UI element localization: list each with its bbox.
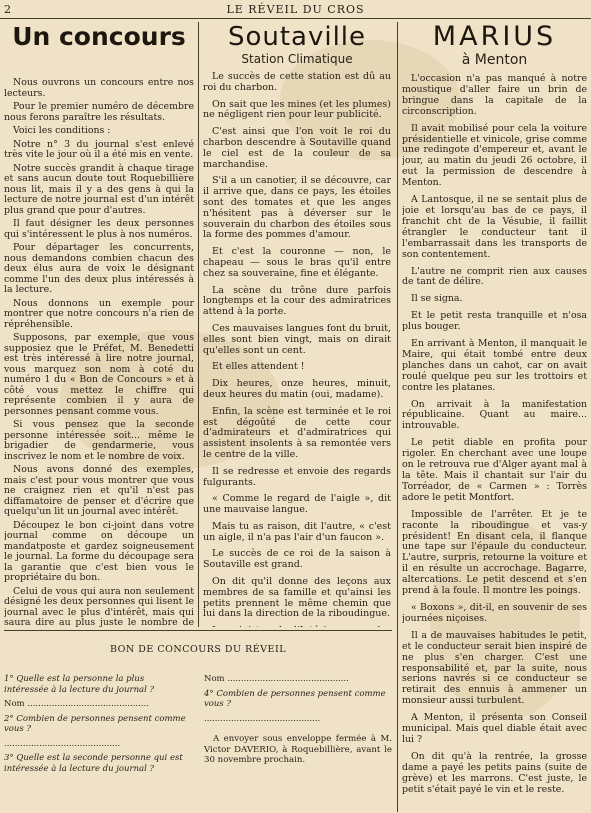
article-un-concours — [4, 22, 194, 627]
paragraph: Notre n° 3 du journal s'est enlevé très vite le jour où il a été mis en vente. — [4, 138, 194, 160]
coupon-name-blank[interactable]: Nom ............................................. — [4, 699, 149, 709]
paragraph: Impossible de l'arrêter. Et je te raconte la riboudingue et vas-y président! En disant cela, il flanque une tape sur l'épaule du conducteur. L'autre, surpris, retourne la voiture et il en résulte un accrochage. Bagarre, altercations. Le petit descend et s'en prend à la foule. Il montre les poings. — [402, 508, 587, 597]
paragraph: Nous ouvrons un concours entre nos lecteurs. — [4, 77, 194, 99]
coupon-question: 2° Combien de personnes pensent comme vous ? — [4, 713, 186, 734]
paragraph: Dix heures, onze heures, minuit, deux heures du matin (oui, madame). — [203, 378, 391, 400]
paragraph: On sait que les mines (et les plumes) ne négligent rien pour leur publicité. — [203, 98, 391, 121]
article-soutaville — [203, 22, 391, 627]
paragraph: Et c'est la couronne — non, le chapeau — sous le bras qu'il entre chez sa souveraine, fine et élégante. — [203, 246, 391, 279]
coupon-count-blank[interactable]: ........................................... — [204, 713, 321, 724]
paragraph: Le petit diable en profita pour rigoler. En cherchant avec une loupe on le retrouva rue d'Alger ayant mal à la tête. Mais il chantait sur l'air du Torréador, de « Carmen » : Torrès adore le petit Montfort. — [402, 437, 587, 503]
paragraph: L'occasion n'a pas manqué à notre moustique d'aller faire un brin de bringue dans la capitale de la circonscription. — [402, 73, 587, 117]
paragraph: Le succès de cette station est dû au roi du charbon. — [203, 71, 391, 93]
paragraph: Nous avons donné des exemples, mais c'est pour vous montrer que vous ne craignez rien et qu'il n'est pas diffamatoire de penser et d'écrire que quelqu'un lit un journal avec intérêt. — [4, 464, 194, 517]
coupon-question: 4° Combien de personnes pensent comme vous ? — [204, 688, 386, 709]
paragraph: Notre succès grandit à chaque tirage et sans aucun doute tout Roquebillière nous lit, mais il y a des gens à qui la lecture de notre journal est d'un intérêt plus grand que pour d'autres. — [4, 162, 194, 216]
paragraph: Enfin, la scène est terminée et le roi est dégoûté de cette cour d'admirateurs et d'admiratrices qui assistent insolents à sa remontée vers le centre de la ville. — [203, 405, 391, 460]
paragraph: Celui de vous qui aura non seulement désigné les deux personnes qui lisent le journal avec le plus d'intérêt, mais qui saura dire au plus juste le nombre de — [4, 585, 194, 627]
paragraph: « Comme le regard de l'aigle », dit une mauvaise langue. — [203, 493, 391, 516]
paragraph: Et elles attendent ! — [212, 361, 305, 373]
paragraph: Il faut désigner les deux personnes qui s'intéressent le plus à nos numéros. — [4, 218, 194, 240]
paragraph: On dit qu'à la rentrée, la grosse dame a payé les petits pains (suite de grève) et les marrons. C'est juste, le petit s'était payé le vin et le reste. — [402, 750, 587, 795]
coupon-question: 1° Quelle est la personne la plus intéressée à la lecture du journal ? — [4, 674, 155, 695]
coupon-separator — [4, 630, 392, 631]
paragraph: Mais tu as raison, dit l'autre, « c'est un aigle, il n'a pas l'air d'un faucon ». — [203, 520, 391, 543]
paragraph: L'autre ne comprit rien aux causes de tant de délire. — [402, 265, 587, 288]
newspaper-title: LE RÉVEIL DU CROS — [226, 3, 365, 16]
paragraph: A Lantosque, il ne se sentait plus de joie et lorsqu'au bas de ce pays, il franchit cht de la Vésubie, il faillit étrangler le conducteur tant il l'embarrassait dans les transports de son contentement. — [402, 194, 587, 260]
contest-coupon[interactable] — [4, 632, 392, 810]
paragraph — [203, 626, 391, 627]
paragraph: S'il a un canotier, il se découvre, car il arrive que, dans ce pays, les étoiles sont des tomates et que les anges n'hésitent pas à déverser sur le souverain du charbon des étoiles sous la forme des pommes d'amour. — [203, 175, 391, 241]
paragraph: « Boxons », dit-il, en souvenir de ses journées niçoises. — [402, 601, 587, 624]
paragraph: Pour départager les concurrents, nous demandons combien chacun des deux élus aura de voix le désignant comme l'un des deux plus intéressés à la lecture. — [4, 242, 194, 295]
coupon-question: 3° Quelle est la seconde personne qui est intéressée à la lecture du journal ? — [4, 753, 183, 774]
paragraph: On dit qu'il donne des leçons aux membres de sa famille et qu'ainsi les petits prennent le même chemin que lui dans la direction de la riboudingue. — [203, 576, 391, 620]
article-marius — [402, 22, 587, 812]
paragraph: Il se redresse et envoie des regards fulgurants. — [203, 465, 391, 488]
paragraph: Ces mauvaises langues font du bruit, elles sont bien vingt, mais on dirait qu'elles sont un cent. — [203, 322, 391, 356]
paragraph: Et le petit resta tranquille et n'osa plus bouger. — [402, 310, 587, 333]
page-header — [0, 2, 591, 19]
article-subhead: à Menton — [461, 52, 528, 68]
article-headline: Soutaville — [227, 22, 367, 52]
paragraph: Le succès de ce roi de la saison à Soutaville est grand. — [203, 548, 391, 571]
paragraph: La scène du trône dure parfois longtemps et la cour des admiratrices attend à la porte. — [203, 284, 391, 318]
paragraph: Pour le premier numéro de décembre nous ferons paraître les résultats. — [4, 101, 194, 123]
paragraph: Il avait mobilisé pour cela la voiture présidentielle et vinicole, grise comme une redingote d'empereur et, avant le jour, au matin du jeudi 26 octobre, il eut la permission de descendre à Menton. — [402, 122, 587, 189]
coupon-count-blank[interactable]: ........................................... — [4, 738, 121, 749]
coupon-title: BON DE CONCOURS DU RÉVEIL — [109, 644, 287, 655]
paragraph: Il a de mauvaises habitudes le petit, et le conducteur serait bien inspiré de ne plus s'en charger. C'est une responsabilité et, par la suite, nous serions navrés si ce conducteur se retirait des ennuis à ammener un monsieur aussi turbulent. — [402, 629, 587, 707]
paragraph: Découpez le bon ci-joint dans votre journal comme on découpe un mandatposte et gardez soigneusement le journal. La forme du découpage sera la garantie que c'est bien vous le propriétaire du bon. — [4, 519, 194, 583]
column-divider — [198, 22, 199, 627]
paragraph: Nous donnons un exemple pour montrer que notre concours n'a rien de répréhensible. — [4, 297, 194, 330]
paragraph: Voici les conditions : — [13, 125, 111, 136]
paragraph: On arrivait à la manifestation républicaine. Quant au maire... introuvable. — [402, 398, 587, 432]
paragraph: Il se signa. — [411, 293, 463, 305]
article-headline: MARIUS — [432, 22, 557, 52]
paragraph: En arrivant à Menton, il manquait le Maire, qui était tombé entre deux planches dans un cahot, car on avait roulé quelque peu sur les trottoirs et contre les platanes. — [402, 338, 587, 393]
coupon-name-blank[interactable]: Nom ............................................. — [204, 674, 349, 684]
paragraph: C'est ainsi que l'on voit le roi du charbon descendre à Soutaville quand le ciel est de la couleur de sa marchandise. — [203, 126, 391, 170]
paragraph: A Menton, il présenta son Conseil municipal. Mais quel diable était avec lui ? — [402, 712, 587, 745]
article-headline: Un concours — [12, 22, 186, 51]
paragraph: Supposons, par exemple, que vous supposiez que le Préfet, M. Benedetti est très intéressé à lire notre journal, vous marquez son nom à coté du numéro 1 du « Bon de Concours » et à côté vous mettez le chiffre qui représente combien il y aura de personnes pensant comme vous. — [4, 332, 194, 417]
paragraph: Si vous pensez que la seconde personne intéressée soit... même le brigadier de gendarmerie, vous inscrivez le nom et le nombre de voix. — [4, 419, 194, 462]
coupon-instructions: A envoyer sous enveloppe fermée à M. Victor DAVERIO, à Roquebillière, avant le 30 novembre prochain. — [204, 734, 392, 766]
page-number: 2 — [4, 3, 11, 16]
article-subhead: Station Climatique — [241, 52, 353, 66]
column-divider — [397, 22, 398, 812]
